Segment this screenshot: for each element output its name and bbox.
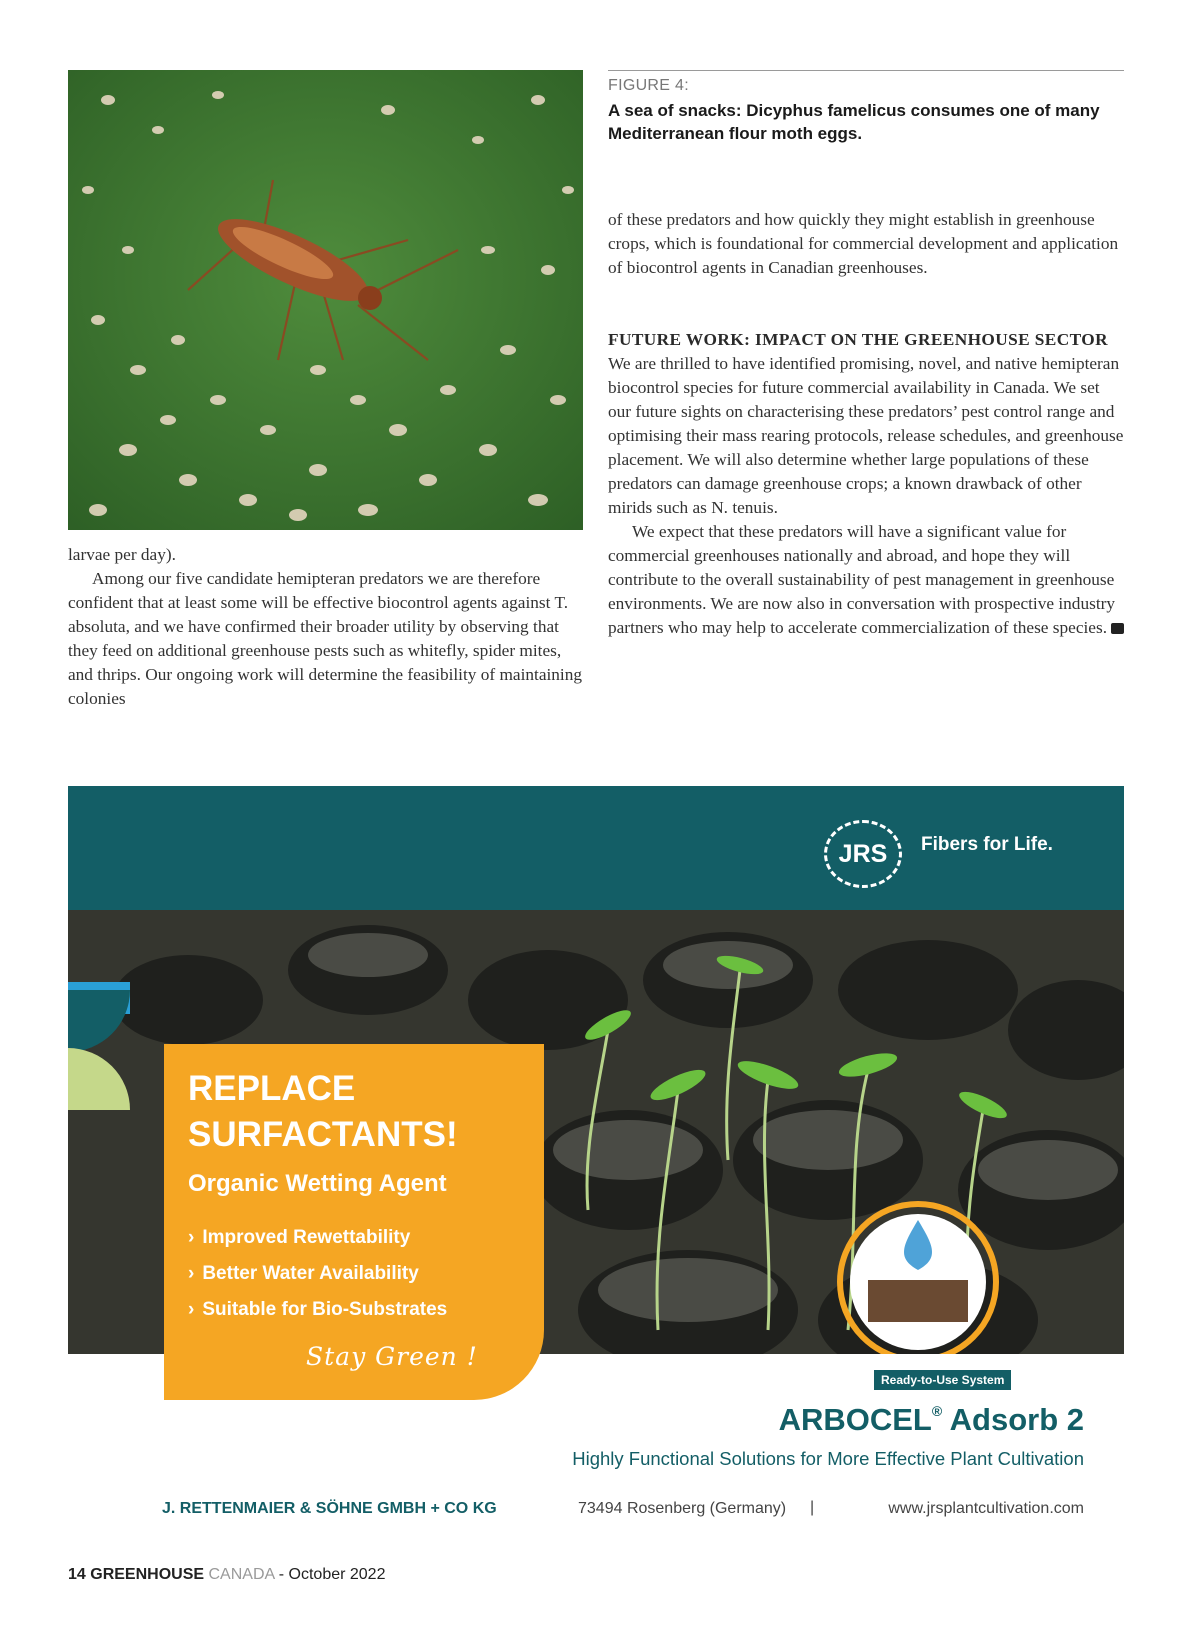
figure-label: FIGURE 4:	[608, 77, 689, 94]
paragraph: of these predators and how quickly they might establish in greenhouse crops, which is foundational for commercial development and application of biocontrol agents in Canadian greenhouses.	[608, 210, 1119, 277]
figure-caption: A sea of snacks: Dicyphus famelicus consumes one of many Mediterranean flour moth eggs.	[608, 101, 1100, 143]
right-column-bottom	[608, 328, 1126, 640]
magazine-name: GREENHOUSE	[90, 1566, 205, 1583]
ad-headline-line: REPLACE	[188, 1069, 356, 1108]
chevron-right-icon: ›	[188, 1263, 195, 1284]
insect-photo	[68, 70, 583, 530]
ad-offer-box	[164, 1044, 544, 1400]
paragraph-text: We expect that these predators will have a significant value for commercial greenhouses nationally and abroad, and hope they will contribute to the overall sustainability of pest management in greenhouse environments. We are now also in conversation with prospective industry partners who may help to accelerate commercialization of these species.	[608, 522, 1116, 637]
ad-headline	[188, 1066, 458, 1158]
product-name: ARBOCEL® Adsorb 2	[778, 1402, 1084, 1437]
list-item: › Improved Rewettability	[188, 1227, 411, 1248]
advertisement[interactable]	[68, 786, 1124, 1517]
stay-green-slogan: Stay Green !	[306, 1342, 478, 1371]
separator: |	[810, 1499, 815, 1516]
page-number: 14	[68, 1566, 86, 1583]
paragraph: larvae per day).	[68, 545, 176, 564]
paragraph	[608, 520, 1126, 640]
jrs-logo: JRS	[824, 820, 902, 888]
right-column-top	[608, 208, 1126, 280]
website-link[interactable]: www.jrsplantcultivation.com	[888, 1500, 1084, 1517]
caption-rule	[608, 70, 1124, 71]
page-footer	[68, 1566, 385, 1584]
paragraph: We are thrilled to have identified promising, novel, and native hemipteran biocontrol species for future commercial availability in Canada. We set our future sights on characterising these predators’ pest control range and optimising their mass rearing protocols, release schedules, and greenhouse placement. We will also determine whether large populations of these predators can damage greenhouse crops; a known drawback of other mirids such as N. tenuis.	[608, 354, 1124, 517]
product-description: Highly Functional Solutions for More Effective Plant Cultivation	[572, 1448, 1084, 1469]
ad-header-bar	[68, 786, 1124, 910]
magazine-name-light: CANADA	[208, 1566, 275, 1583]
chevron-right-icon: ›	[188, 1299, 195, 1320]
company-name: J. RETTENMAIER & SÖHNE GMBH + CO KG	[162, 1500, 497, 1517]
issue-date: - October 2022	[278, 1566, 386, 1583]
paragraph: Among our five candidate hemipteran predators we are therefore confident that at least some will be effective biocontrol agents against T. absoluta, and we have confirmed their broader utility by observing that they feed on additional greenhouse pests such as whitefly, spider mites, and thrips. Our ongoing work will determine the feasibility of maintaining colonies	[68, 569, 583, 708]
ad-bullet-list	[188, 1227, 447, 1335]
ready-to-use-badge: Ready-to-Use System	[874, 1370, 1011, 1390]
ad-headline-line: SURFACTANTS!	[188, 1115, 458, 1154]
ad-subtitle: Organic Wetting Agent	[188, 1170, 447, 1197]
company-address: 73494 Rosenberg (Germany)	[578, 1500, 787, 1517]
registered-mark: ®	[931, 1403, 943, 1419]
section-heading: FUTURE WORK: IMPACT ON THE GREENHOUSE SECTOR	[608, 330, 1108, 349]
list-item: › Suitable for Bio-Substrates	[188, 1299, 448, 1320]
list-item: › Better Water Availability	[188, 1263, 419, 1284]
chevron-right-icon: ›	[188, 1227, 195, 1248]
left-column	[68, 543, 588, 711]
ad-tagline: Fibers for Life.	[921, 834, 1053, 855]
end-mark-icon	[1111, 623, 1124, 634]
